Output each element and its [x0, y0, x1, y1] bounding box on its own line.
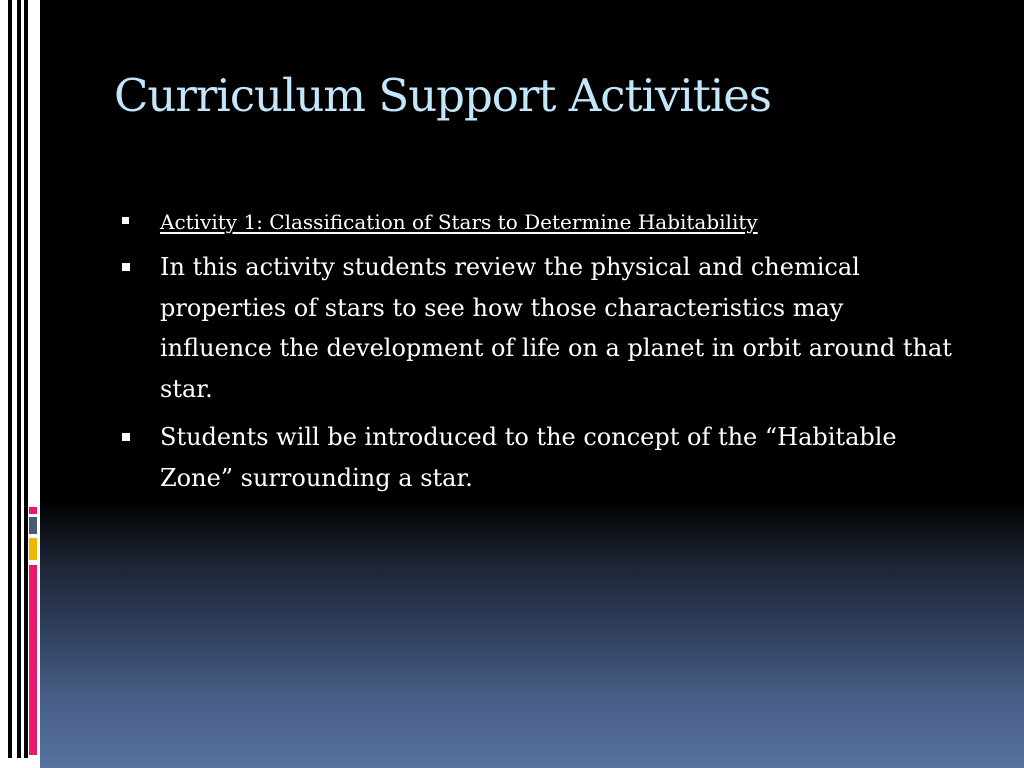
- activity-heading-text: Activity 1: Classification of Stars to Determine Habitability: [160, 210, 758, 234]
- strip-line: [8, 0, 12, 758]
- accent-bar-yellow: [29, 538, 37, 560]
- slide-content-panel: [40, 0, 1024, 768]
- bullet-list: [120, 205, 960, 506]
- habitable-zone-text: Students will be introduced to the concept of the “Habitable Zone” surrounding a star.: [160, 423, 897, 492]
- bullet-item-activity-heading: [120, 205, 960, 239]
- accent-bar-pink-long: [29, 565, 37, 755]
- accent-bar-pink-top: [29, 507, 37, 514]
- activity-description-text: In this activity students review the physical and chemical properties of stars to see how those characteristics may influence the development of life on a planet in orbit around that star.: [160, 253, 952, 403]
- strip-line: [24, 0, 28, 758]
- bullet-item-activity-description: [120, 247, 960, 409]
- strip-line: [17, 0, 21, 758]
- accent-bar-gray: [29, 517, 37, 534]
- square-bullet-icon: [122, 217, 129, 224]
- slide-title: Curriculum Support Activities: [114, 69, 771, 122]
- left-decorative-strip: [0, 0, 40, 768]
- square-bullet-icon: [122, 263, 130, 271]
- bullet-item-habitable-zone: [120, 417, 960, 498]
- square-bullet-icon: [122, 433, 130, 441]
